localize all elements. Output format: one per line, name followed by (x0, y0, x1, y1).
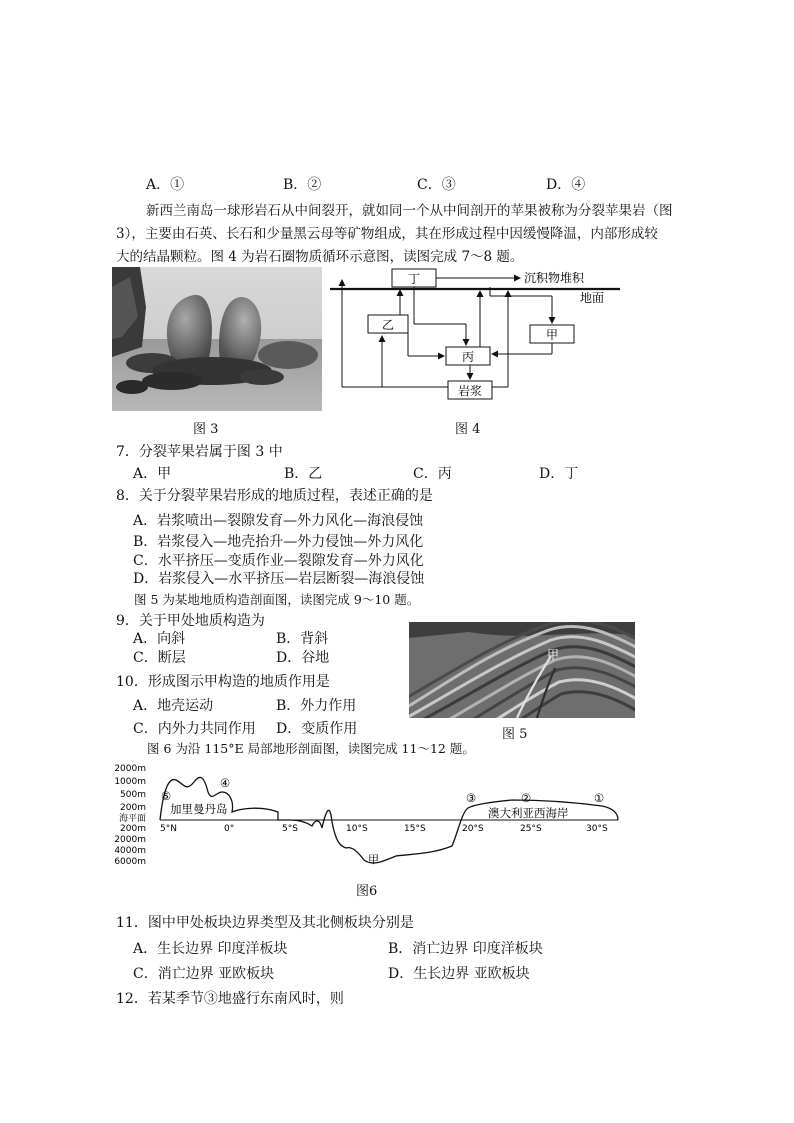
fig6-y-label-200: 200m (120, 803, 146, 813)
q9-option-a: A．向斜 (133, 631, 186, 647)
intro-line-1: 新西兰南岛一球形岩石从中间裂开，就如同一个从中间剖开的苹果被称为分裂苹果岩（图 (146, 203, 673, 219)
intro-line-3: 大的结晶颗粒。图 4 为岩石圈物质循环示意图，读图完成 7～8 题。 (116, 249, 524, 265)
q7-stem: 7．分裂苹果岩属于图 3 中 (116, 444, 283, 460)
intro-fig5: 图 5 为某地地质构造剖面图，读图完成 9～10 题。 (134, 592, 420, 607)
q7-option-c: C．丙 (413, 466, 452, 482)
q10-option-a: A．地壳运动 (133, 698, 214, 714)
intro-line-2: 3），主要由石英、长石和少量黑云母等矿物组成，其在形成过程中因缓慢降温，内部形成较 (116, 226, 658, 242)
q11-option-d: D．生长边界 亚欧板块 (388, 966, 530, 982)
fig6-region-kalimantan: 加里曼丹岛 (170, 802, 228, 816)
fig4-box-ding: 丁 (407, 272, 421, 286)
fig6-marker-2: ② (520, 791, 532, 805)
fig6-marker-3: ③ (465, 791, 477, 805)
fig6-trench-label: 甲 (368, 853, 379, 866)
figure-4-caption: 图 4 (455, 422, 481, 437)
fig6-y-label-6000: 6000m (114, 857, 146, 867)
fig6-x-label-10s: 10°S (346, 824, 368, 834)
fig6-y-label-4000: 4000m (114, 846, 146, 856)
fig6-marker-1: ① (593, 791, 605, 805)
fig6-y-label-2000: 2000m (114, 764, 146, 774)
q8-option-b: B．岩浆侵入—地壳抬升—外力侵蚀—外力风化 (133, 534, 424, 550)
fig6-y-label-200-below: 200m (120, 824, 146, 834)
fig6-marker-4: ④ (219, 776, 231, 790)
fig4-ground-label: 地面 (580, 291, 605, 305)
figure-6-profile (112, 762, 624, 874)
fig5-label: 甲 (547, 648, 560, 662)
q10-option-b: B．外力作用 (276, 698, 357, 714)
top-option-c: C．③ (417, 177, 456, 193)
q11-stem: 11．图中甲处板块边界类型及其北侧板块分别是 (116, 915, 414, 931)
q10-option-d: D．变质作用 (276, 721, 358, 737)
fig6-y-label-1000: 1000m (114, 777, 146, 787)
fig4-box-bing: 丙 (461, 350, 475, 364)
fig6-y-label-500: 500m (120, 790, 146, 800)
fig6-y-label-sea: 海平面 (118, 814, 146, 824)
fig6-y-label-2000-below: 2000m (114, 835, 146, 845)
q8-option-a: A．岩浆喷出—裂隙发育—外力风化—海浪侵蚀 (133, 513, 424, 529)
figure-3-caption: 图 3 (193, 422, 219, 437)
fig6-x-label-20s: 20°S (462, 824, 484, 834)
fig6-x-label-15s: 15°S (404, 824, 426, 834)
q9-stem: 9．关于甲处地质构造为 (116, 613, 265, 629)
fig4-box-yi: 乙 (381, 318, 395, 332)
q7-option-d: D．丁 (539, 466, 579, 482)
fig6-x-label-0: 0° (224, 824, 235, 834)
q8-option-d: D．岩浆侵入—水平挤压—岩层断裂—海浪侵蚀 (133, 571, 425, 587)
fig4-box-magma: 岩浆 (457, 384, 483, 398)
q8-option-c: C．水平挤压—变质作业—裂隙发育—外力风化 (133, 553, 424, 569)
fig6-region-australia: 澳大利亚西海岸 (488, 806, 569, 820)
q8-stem: 8．关于分裂苹果岩形成的地质过程，表述正确的是 (116, 488, 433, 504)
intro-fig6: 图 6 为沿 115°E 局部地形剖面图，读图完成 11～12 题。 (147, 741, 475, 756)
fig4-sediment-label: 沉积物堆积 (524, 271, 585, 285)
figure-3-photo (112, 267, 322, 411)
q11-option-c: C．消亡边界 亚欧板块 (133, 966, 275, 982)
fig4-box-jia: 甲 (545, 328, 559, 342)
top-option-b: B．② (283, 177, 322, 193)
fig6-x-label-30s: 30°S (586, 824, 608, 834)
figure-6-caption: 图6 (356, 884, 378, 899)
top-option-d: D．④ (546, 177, 586, 193)
q12-stem: 12．若某季节③地盛行东南风时，则 (116, 991, 344, 1007)
figure-5-photo (409, 622, 635, 718)
fig6-x-label-5n: 5°N (160, 824, 177, 834)
q7-option-a: A．甲 (133, 466, 172, 482)
figure-4-diagram (330, 266, 620, 412)
figure-5-caption: 图 5 (502, 727, 528, 742)
q9-option-b: B．背斜 (276, 631, 329, 647)
fig6-x-label-25s: 25°S (520, 824, 542, 834)
q7-option-b: B．乙 (284, 466, 323, 482)
top-option-a: A．① (146, 177, 185, 193)
q11-option-b: B．消亡边界 印度洋板块 (388, 941, 543, 957)
fig6-x-label-5s: 5°S (282, 824, 298, 834)
q9-option-d: D．谷地 (276, 650, 330, 666)
q10-stem: 10．形成图示甲构造的地质作用是 (116, 674, 330, 690)
q10-option-c: C．内外力共同作用 (133, 721, 256, 737)
q11-option-a: A．生长边界 印度洋板块 (133, 941, 288, 957)
fig6-marker-5: ⑤ (160, 789, 172, 803)
q9-option-c: C．断层 (133, 650, 186, 666)
